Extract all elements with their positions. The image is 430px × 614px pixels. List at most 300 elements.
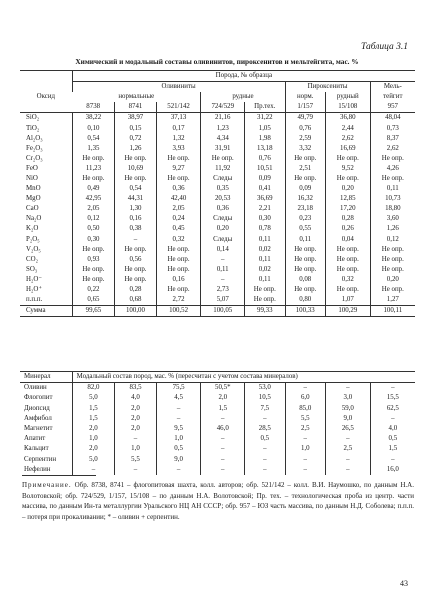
table-cell: – [285,465,325,475]
table-cell: Не опр. [72,154,115,164]
table-cell: 37,13 [156,113,201,124]
table-row [20,393,415,403]
table-cell: 20,53 [201,194,245,204]
table-cell: Следы [201,174,245,184]
chemical-composition-table [20,70,415,317]
table-row [20,275,415,285]
mineral-name: Магнетит [24,425,53,433]
table-cell: Не опр. [325,174,370,184]
table-cell: – [285,383,325,394]
table-row [20,144,415,154]
oxide-name: CO₂ [26,255,38,263]
table-cell: 2,0 [115,404,157,414]
table-cell: 5,0 [72,393,115,403]
table-cell: 9,0 [156,455,201,465]
table-row [20,204,415,214]
table-cell: Не опр. [156,245,201,255]
sample-number: Пр.тех. [245,102,285,113]
oxide-name: NiO [26,174,38,182]
table-cell: 0,65 [72,295,115,306]
table-cell: – [326,455,371,465]
table-cell: 1,5 [370,444,415,454]
table-cell: – [285,455,325,465]
table-cell: 1,35 [72,144,115,154]
table-row [20,444,415,454]
table-cell: – [326,465,371,475]
oxide-name: H₂O⁻ [26,275,42,283]
table-cell: 1,26 [115,144,157,154]
table-cell: 12,85 [325,194,370,204]
table-cell: 1,0 [115,444,157,454]
oxide-name: P₂O₅ [26,235,40,243]
table-cell: Не опр. [370,255,415,265]
table-cell: 38,22 [72,113,115,124]
table-cell: 0,23 [285,214,325,224]
table-cell: Не опр. [285,255,325,265]
sample-number: 15/108 [325,102,370,113]
table-cell: 2,44 [325,123,370,133]
table-cell: 16,32 [285,194,325,204]
table-cell: 1,07 [325,295,370,306]
table-cell: 17,20 [325,204,370,214]
table-cell: 10,69 [115,164,157,174]
table-row [20,235,415,245]
sum-row [20,306,415,317]
table-cell: 0,56 [115,255,157,265]
oxide-name: SiO₂ [26,114,40,122]
table-cell: 0,36 [156,184,201,194]
table-cell: 2,59 [285,134,325,144]
table-cell: 0,11 [370,184,415,194]
table-cell: 2,21 [245,204,285,214]
oxide-name: V₂O₅ [26,245,41,253]
table-cell: 0,76 [245,154,285,164]
table-cell: 0,11 [201,265,245,275]
table-cell: 0,20 [370,275,415,285]
table-cell: 2,0 [201,393,245,403]
table-cell: Не опр. [285,174,325,184]
sum-cell: 100,11 [370,306,415,317]
table-cell: 42,40 [156,194,201,204]
table-cell: 5,5 [285,414,325,424]
table-cell: Не опр. [156,154,201,164]
table-cell: 53,0 [245,383,285,394]
table-row [20,265,415,275]
table-cell: Не опр. [245,295,285,306]
table-cell: – [201,444,245,454]
table-cell: 0,14 [201,245,245,255]
table-cell: 0,72 [115,134,157,144]
sum-cell: 99,33 [245,306,285,317]
table-cell: 0,78 [245,224,285,234]
table-cell: 1,0 [156,434,201,444]
header-ore: рудные [201,92,285,102]
table-cell: 16,0 [370,465,415,475]
oxide-name: Fe₂O₃ [26,144,43,152]
table-cell: 75,5 [156,383,201,394]
table-cell: 9,5 [156,424,201,434]
header-oxide: Оксид [20,82,72,113]
table-cell: 9,27 [156,164,201,174]
table-cell: Не опр. [325,255,370,265]
table-cell: Не опр. [156,174,201,184]
table-cell: 10,73 [370,194,415,204]
table-row [20,424,415,434]
table-cell: 0,17 [156,123,201,133]
table-cell: Не опр. [285,245,325,255]
oxide-name: K₂O [26,225,39,233]
table-cell: 0,11 [245,275,285,285]
table-cell: 0,73 [370,123,415,133]
table-cell: – [115,434,157,444]
table-cell: 11,92 [201,164,245,174]
table-cell: 2,51 [285,164,325,174]
table-cell: 1,0 [285,444,325,454]
table-cell: 0,30 [245,214,285,224]
table-cell: 0,11 [245,235,285,245]
table-cell: 36,69 [245,194,285,204]
table-cell: – [201,414,245,424]
table-cell: 2,0 [72,444,115,454]
table-cell: 0,16 [156,275,201,285]
table-cell: 1,32 [156,134,201,144]
table-cell: – [326,434,371,444]
table-cell: 5,5 [115,455,157,465]
table-cell: 0,49 [72,184,115,194]
table-cell: Не опр. [156,285,201,295]
oxide-name: H₂O⁺ [26,286,42,294]
table-row [20,164,415,174]
table-cell: 13,18 [245,144,285,154]
header-modal: Модальный состав пород, мас. % (пересчитан с учетом состава минералов) [72,372,415,383]
table-row [20,434,415,444]
table-row [20,214,415,224]
table-cell: 0,5 [245,434,285,444]
table-cell: 2,5 [285,424,325,434]
table-cell: 0,41 [245,184,285,194]
header-normal: нормальные [118,93,155,101]
table-cell: 0,15 [115,123,157,133]
table-cell: 0,30 [72,235,115,245]
table-cell: 44,31 [115,194,157,204]
table-cell: 0,45 [156,224,201,234]
table-cell: 42,95 [72,194,115,204]
table-cell: Не опр. [156,265,201,275]
table-cell: 11,23 [72,164,115,174]
table-cell: – [115,235,157,245]
table-cell: 1,30 [115,204,157,214]
table-cell: – [201,455,245,465]
table-cell: 15,5 [370,393,415,403]
table-cell: 0,76 [285,123,325,133]
sample-number: 1/157 [285,102,325,113]
table-cell: 1,5 [72,404,115,414]
table-cell: 1,98 [245,134,285,144]
table-cell: 0,93 [72,255,115,265]
table-cell: 0,5 [370,434,415,444]
table-cell: 18,80 [370,204,415,214]
sum-cell: 100,33 [285,306,325,317]
mineral-name: Диопсид [24,404,50,412]
table-row [20,245,415,255]
table-cell: Не опр. [285,285,325,295]
table-number: Таблица 3.1 [361,42,408,52]
table-cell: 8,37 [370,134,415,144]
table-cell: Не опр. [115,245,157,255]
sample-number: 521/142 [156,102,201,113]
table-cell: 85,0 [285,404,325,414]
table-cell: Не опр. [370,265,415,275]
table-cell: 3,93 [156,144,201,154]
footnote [22,480,414,522]
table-cell: – [156,414,201,424]
sample-number: 957 [370,102,415,113]
table-row [20,295,415,306]
sample-number: 724/529 [201,102,245,113]
table-cell: 2,05 [156,204,201,214]
table-cell: 5,0 [72,455,115,465]
table-cell: – [156,404,201,414]
table-cell: 1,05 [245,123,285,133]
table-cell: 10,51 [245,164,285,174]
header-pyroxenites: Пироксениты [285,82,370,93]
table-cell: Не опр. [115,275,157,285]
sample-number: 8741 [115,102,157,113]
table-cell: 3,0 [326,393,371,403]
table-row [20,255,415,265]
table-cell: 1,5 [72,414,115,424]
table-cell: 0,35 [201,184,245,194]
mineral-name: Нефелин [24,465,51,473]
table-cell: 0,28 [115,285,157,295]
table-cell: 26,5 [326,424,371,434]
oxide-name: SO₃ [26,265,38,273]
table-cell: Не опр. [325,285,370,295]
table-cell: 83,5 [115,383,157,394]
table-cell: 4,26 [370,164,415,174]
table-cell: – [370,455,415,465]
table-cell: – [245,465,285,475]
table-cell: 0,32 [156,235,201,245]
table-cell: 1,23 [201,123,245,133]
table-row [20,224,415,234]
header-melteigite-2: тейгит [370,92,415,102]
table-cell: Не опр. [115,154,157,164]
header-pyr-norm: норм. [285,92,325,102]
footnote-lead: Примечание. [22,481,72,489]
table-cell: Не опр. [370,174,415,184]
table-row [20,134,415,144]
table-cell: 9,0 [326,414,371,424]
table-cell: 0,36 [201,204,245,214]
mineral-name: Амфибол [24,414,52,422]
table-cell: 0,28 [325,214,370,224]
table-cell: Не опр. [370,154,415,164]
table-cell: 0,50 [72,224,115,234]
table-cell: 3,32 [285,144,325,154]
header-blank [20,71,72,82]
table-cell: 0,54 [72,134,115,144]
table-cell: 0,54 [115,184,157,194]
table-row [20,285,415,295]
table-cell: – [245,455,285,465]
table-cell: 0,68 [115,295,157,306]
table-cell: 49,79 [285,113,325,124]
sample-number: 8738 [72,102,115,113]
oxide-name: TiO₂ [26,124,40,132]
table-row [20,414,415,424]
table-cell: 0,10 [72,123,115,133]
table-cell: 1,5 [201,404,245,414]
table-cell: 0,02 [245,265,285,275]
table-row [20,174,415,184]
footnote-text: Обр. 8738, 8741 – флогопитовая шахта, колл. авторов; обр. 521/142 – колл. В.И. Наумошко, по данным Н.А. Волотовской; обр. 724/529, 1/157, 15/108 – по данным Н.А. Волотовской; Пр. тех. – технологическая проба из центр. части массива, по данным Ин-та металлургии Уральского НЦ АН СССР; обр. 957 – ЮЗ часть массива, по данным Н.Д. Соболева; п.п.п. – потеря при прокаливании; * – оливин + серпентин. [22,481,414,521]
header-pyr-ore: рудный [325,92,370,102]
table-cell: 21,16 [201,113,245,124]
table-cell: Не опр. [115,174,157,184]
table-cell: 0,38 [115,224,157,234]
footnote-rule [22,475,96,476]
sum-cell: 100,00 [115,306,157,317]
table-cell: – [201,465,245,475]
table-cell: – [201,275,245,285]
table-cell: Следы [201,214,245,224]
oxide-name: FeO [26,164,38,172]
table-cell: 0,08 [285,275,325,285]
oxide-name: п.п.п. [26,296,43,304]
table-cell: 2,0 [115,414,157,424]
table-cell: 0,11 [285,235,325,245]
oxide-name: CaO [26,205,39,213]
table-cell: 38,97 [115,113,157,124]
oxide-name: Al₂O₃ [26,134,43,142]
table-cell: 0,04 [325,235,370,245]
table-cell: 23,18 [285,204,325,214]
table-cell: 0,16 [115,214,157,224]
table-cell: 0,12 [72,214,115,224]
table-row [20,184,415,194]
table-cell: 0,26 [325,224,370,234]
header-melteigite-1: Мель- [370,82,415,93]
table-cell: Не опр. [72,174,115,184]
table-caption: Химический и модальный составы оливинитов, пироксенитов и мельтейгита, мас. % [75,57,359,66]
table-cell: 2,5 [326,444,371,454]
table-cell: 0,55 [285,224,325,234]
table-cell: 0,5 [156,444,201,454]
mineral-name: Флогопит [24,394,53,402]
table-cell: 2,62 [325,134,370,144]
table-cell: Не опр. [370,285,415,295]
header-rock-sample: Порода, № образца [72,71,415,82]
table-row [20,455,415,465]
table-cell: 2,0 [72,424,115,434]
table-cell: 28,5 [245,424,285,434]
table-cell: 0,11 [245,255,285,265]
sum-cell: 100,05 [201,306,245,317]
mineral-name: Кальцит [24,445,49,453]
table-cell: 0,09 [285,184,325,194]
table-cell: – [72,465,115,475]
oxide-name: MgO [26,195,41,203]
table-cell: Не опр. [325,154,370,164]
table-cell: 2,72 [156,295,201,306]
table-cell: Не опр. [72,275,115,285]
table-cell: 1,26 [370,224,415,234]
table-cell: 7,5 [245,404,285,414]
mineral-name: Серпентин [24,455,57,463]
table-cell: Не опр. [285,154,325,164]
oxide-name: Na₂O [26,215,42,223]
table-row [20,465,415,475]
table-cell: 1,27 [370,295,415,306]
table-cell: Не опр. [325,245,370,255]
table-cell: – [245,444,285,454]
table-row [20,404,415,414]
table-cell: 3,60 [370,214,415,224]
oxide-name: MnO [26,185,41,193]
oxide-name: Cr₂O₃ [26,154,43,162]
mineral-name: Оливин [20,383,72,394]
table-cell: Не опр. [245,285,285,295]
table-cell: 0,24 [156,214,201,224]
table-cell: Не опр. [370,245,415,255]
table-cell: 31,22 [245,113,285,124]
table-cell: 31,91 [201,144,245,154]
page-number: 43 [400,579,408,588]
table-cell: 4,5 [156,393,201,403]
table-cell: 5,07 [201,295,245,306]
table-row [20,383,415,394]
table-cell: – [245,414,285,424]
header-mineral: Минерал [20,372,72,383]
table-cell: 0,32 [325,275,370,285]
table-cell: 4,0 [115,393,157,403]
table-row [20,123,415,133]
table-cell: 2,05 [72,204,115,214]
table-cell: 2,0 [115,424,157,434]
table-cell: 0,20 [201,224,245,234]
table-cell: Не опр. [72,245,115,255]
modal-composition-table [20,371,415,475]
table-cell: 0,09 [245,174,285,184]
table-cell: 0,02 [245,245,285,255]
table-row [20,154,415,164]
table-cell: 82,0 [72,383,115,394]
sum-cell: 100,29 [325,306,370,317]
sum-cell: 100,52 [156,306,201,317]
table-row [20,113,415,124]
table-cell: Следы [201,235,245,245]
table-cell: 10,5 [245,393,285,403]
table-cell: 4,34 [201,134,245,144]
table-cell: – [156,465,201,475]
table-cell: 62,5 [370,404,415,414]
table-cell: 46,0 [201,424,245,434]
sum-label: Сумма [20,306,72,317]
table-cell: – [115,465,157,475]
table-cell: 1,0 [72,434,115,444]
table-cell: 0,12 [370,235,415,245]
table-cell: 2,62 [370,144,415,154]
table-cell: 6,0 [285,393,325,403]
table-cell: 9,52 [325,164,370,174]
table-cell: Не опр. [156,255,201,265]
table-cell: Не опр. [285,265,325,275]
table-cell: 0,80 [285,295,325,306]
table-cell: 0,20 [325,184,370,194]
header-olivinites: Оливиниты [72,82,285,93]
table-cell: – [370,414,415,424]
